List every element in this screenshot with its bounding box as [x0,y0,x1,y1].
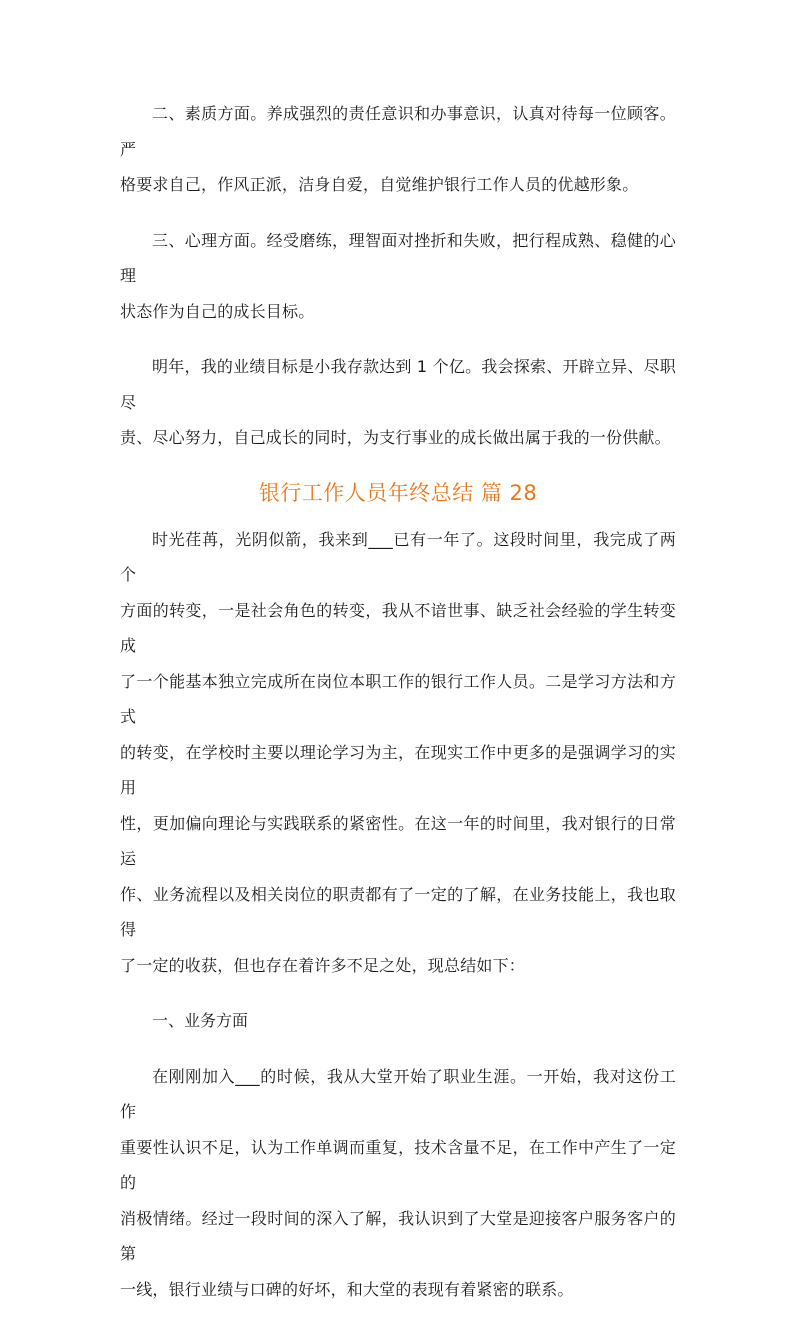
text-line: 作、业务流程以及相关岗位的职责都有了一定的了解，在业务技能上，我也取得 [120,884,676,939]
text-line: 重要性认识不足，认为工作单调而重复，技术含量不足，在工作中产生了一定的 [120,1137,676,1192]
text-line: 消极情绪。经过一段时间的深入了解，我认识到了大堂是迎接客户服务客户的第 [120,1208,676,1263]
text-line: 一线，银行业绩与口碑的好坏，和大堂的表现有着紧密的联系。 [120,1279,574,1299]
subsection-title: 一、业务方面 [152,1011,249,1030]
paragraph-intro [120,522,676,984]
text-line: 三、心理方面。经受磨练，理智面对挫折和失败，把行程成熟、稳健的心理 [120,230,676,285]
text-line: 格要求自己，作风正派，洁身自爱，自觉维护银行工作人员的优越形象。 [120,175,639,194]
text-line: 性，更加偏向理论与实践联系的紧密性。在这一年的时间里，我对银行的日常运 [120,813,676,868]
text-line: 了一定的收获，但也存在着许多不足之处，现总结如下： [120,955,526,975]
text-line: 责、尽心努力，自己成长的同时，为支行事业的成长做出属于我的一份供献。 [120,428,671,447]
text-line: 时光荏苒，光阴似箭，我来到___已有一年了。这段时间里，我完成了两个 [120,529,676,584]
paragraph-business [120,1059,676,1308]
section-heading: 银行工作人员年终总结 篇 28 [258,480,538,505]
document-page [120,96,676,1327]
text-line: 明年，我的业绩目标是小我存款达到 1 个亿。我会探索、开辟立异、尽职尽 [120,357,676,412]
text-line: 状态作为自己的成长目标。 [120,301,315,321]
text-line: 了一个能基本独立完成所在岗位本职工作的银行工作人员。二是学习方法和方式 [120,671,676,726]
paragraph-quality [120,96,676,203]
text-line: 方面的转变，一是社会角色的转变，我从不谙世事、缺乏社会经验的学生转变成 [120,600,676,655]
text-line: 的转变，在学校时主要以理论学习为主，在现实工作中更多的是强调学习的实用 [120,742,676,797]
text-line: 在刚刚加入___的时候，我从大堂开始了职业生涯。一开始，我对这份工作 [120,1066,676,1121]
text-line: 二、素质方面。养成强烈的责任意识和办事意识，认真对待每一位顾客。严 [120,104,676,159]
paragraph-next-year-goal [120,349,676,456]
paragraph-psychology [120,223,676,330]
